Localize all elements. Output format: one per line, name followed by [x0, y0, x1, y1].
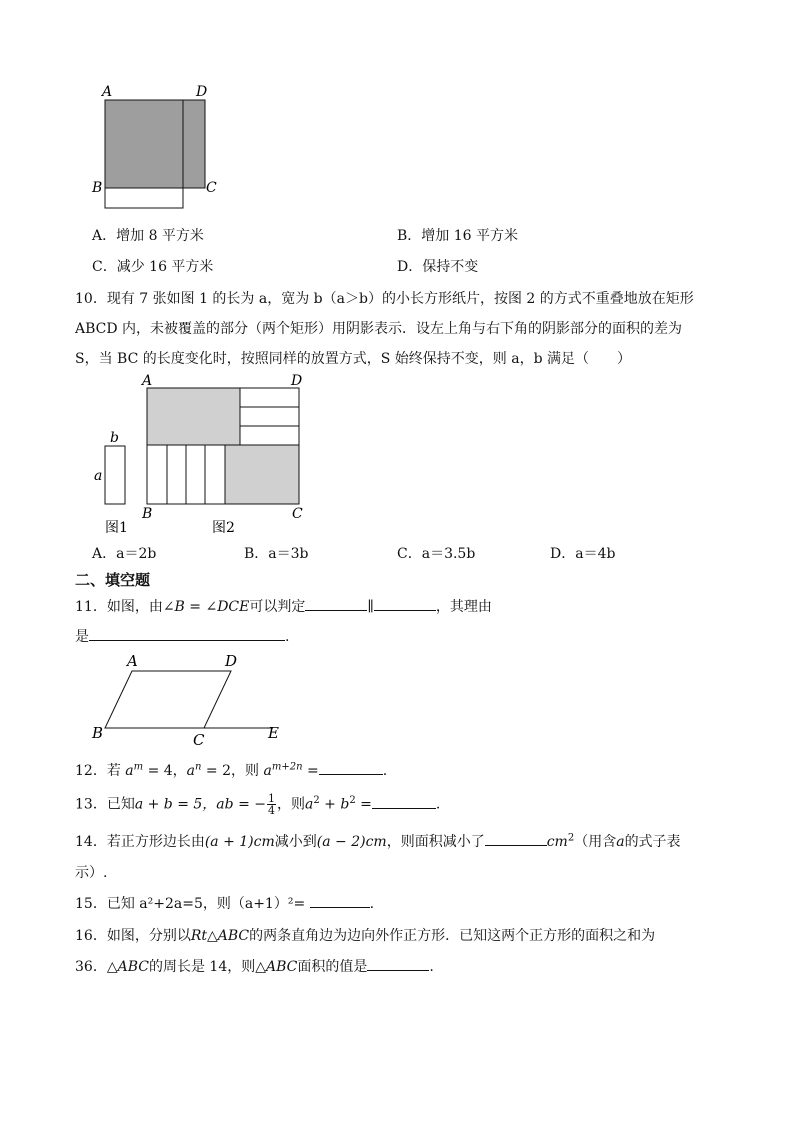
option-letter: C．	[92, 259, 117, 275]
var: a	[125, 763, 134, 779]
var: a	[186, 763, 196, 779]
formula: △ABC	[255, 959, 298, 975]
option-letter: D．	[550, 546, 576, 562]
figure-q10	[85, 372, 320, 537]
label-A: A	[102, 84, 113, 100]
answer-blank[interactable]	[367, 956, 429, 971]
exponent: m	[133, 761, 144, 773]
var: a	[616, 834, 625, 850]
text: （用含	[574, 834, 617, 850]
q10-line2: ABCD 内，未被覆盖的部分（两个矩形）用阴影表示．设左上角与右下角的阴影部分的面积的差为	[75, 321, 683, 337]
label-a: a	[94, 468, 103, 484]
answer-blank[interactable]	[305, 596, 367, 611]
q9-option-d	[397, 256, 478, 276]
text: ，则	[276, 796, 305, 813]
q13-line	[75, 793, 440, 816]
q11-line2	[75, 626, 289, 646]
formula: ∠B = ∠DCE	[162, 599, 250, 615]
figure-q9	[85, 80, 235, 215]
label-B: B	[92, 180, 103, 196]
label-B: B	[142, 506, 153, 522]
text: 13．已知	[75, 796, 135, 813]
answer-blank[interactable]	[89, 626, 285, 641]
text: .	[285, 629, 290, 645]
text: 可以判定	[249, 599, 306, 615]
text: =	[302, 763, 319, 779]
text: 的周长是 14，则	[148, 959, 256, 975]
answer-blank[interactable]	[310, 893, 370, 908]
option-letter: B．	[244, 546, 269, 562]
q9-option-a	[92, 225, 204, 245]
option-text: 增加 16 平方米	[421, 228, 519, 244]
q15-line	[75, 893, 374, 913]
q10-option-a	[92, 543, 156, 563]
text: = 4，	[143, 763, 187, 779]
label-D: D	[196, 84, 208, 100]
text: 的两条直角边为边向外作正方形．已知这两个正方形的面积之和为	[249, 928, 656, 944]
caption-fig2: 图2	[212, 520, 235, 536]
denominator: 4	[267, 804, 275, 817]
figure-q11	[85, 650, 315, 750]
label-A: A	[142, 373, 153, 389]
option-text: 增加 8 平方米	[116, 228, 204, 244]
option-letter: D．	[397, 259, 423, 275]
label-E: E	[268, 724, 279, 742]
text: = 2，则	[201, 763, 260, 779]
text: 11．如图，由	[75, 599, 163, 615]
q11-line1	[75, 596, 492, 616]
exponent: 2	[567, 832, 575, 844]
option-text: 减少 16 平方米	[116, 259, 214, 275]
numerator: 1	[267, 792, 275, 805]
q14-line1	[75, 831, 681, 851]
text: .	[429, 959, 434, 975]
text: 的式子表	[624, 834, 681, 850]
q10-option-d	[550, 543, 615, 563]
option-letter: A．	[92, 546, 117, 562]
q16-line2	[75, 956, 434, 976]
text: ，其理由	[435, 599, 492, 615]
formula: (a + 1)cm	[204, 834, 275, 850]
answer-blank[interactable]	[374, 596, 436, 611]
exponent: 2	[313, 794, 320, 806]
q10-option-c	[397, 543, 475, 563]
exponent: n	[195, 761, 202, 773]
text: .	[435, 796, 441, 813]
text: 16．如图，分别以	[75, 928, 191, 944]
label-C: C	[193, 731, 205, 749]
option-text: a＝3.5b	[421, 546, 476, 562]
label-C: C	[206, 180, 217, 196]
var: a	[304, 796, 314, 813]
option-text: 保持不变	[422, 259, 479, 275]
label-A: A	[127, 652, 138, 670]
q9-option-b	[397, 225, 518, 245]
text: 面积的值是	[297, 959, 368, 975]
answer-blank[interactable]	[372, 794, 436, 809]
text: ，则面积减小了	[386, 834, 485, 850]
text: 12．若	[75, 763, 121, 779]
answer-blank[interactable]	[485, 831, 547, 846]
text: 是	[75, 629, 89, 645]
q9-option-c	[92, 256, 213, 276]
q10-line1: 10．现有 7 张如图 1 的长为 a，宽为 b（a＞b）的小长方形纸片，按图 2 的方式不重叠地放在矩形	[75, 291, 694, 307]
q14-line2: 示）.	[75, 865, 108, 881]
label-b: b	[110, 430, 119, 446]
q10-line3: S，当 BC 的长度变化时，按照同样的放置方式，S 始终保持不变，则 a，b 满足（ ）	[75, 351, 631, 367]
q12-line	[75, 760, 387, 780]
label-C: C	[292, 506, 303, 522]
text: =	[355, 796, 372, 813]
label-B: B	[92, 724, 104, 742]
text: 36．	[75, 959, 107, 975]
formula: (a − 2)cm	[316, 834, 387, 850]
caption-fig1: 图1	[105, 520, 128, 536]
fraction	[267, 793, 276, 816]
q10-option-b	[244, 543, 309, 563]
option-text: a＝2b	[116, 546, 157, 562]
parallel-symbol: ∥	[367, 599, 374, 615]
formula: a + b = 5，ab = −	[134, 796, 266, 813]
exponent: m+2n	[271, 761, 303, 773]
answer-blank[interactable]	[319, 760, 383, 775]
text: 15．已知 a²+2a=5，则（a+1）²=	[75, 896, 310, 912]
label-D: D	[225, 652, 238, 670]
option-text: a＝4b	[575, 546, 616, 562]
exponent: 2	[349, 794, 356, 806]
formula: △ABC	[106, 959, 149, 975]
option-letter: C．	[397, 546, 422, 562]
text: 减小到	[274, 834, 317, 850]
option-letter: A．	[92, 228, 117, 244]
text: .	[369, 896, 375, 912]
formula: Rt△ABC	[190, 928, 250, 944]
option-text: a＝3b	[268, 546, 309, 562]
unit: cm	[546, 834, 568, 850]
formula: + b	[319, 796, 350, 813]
option-letter: B．	[397, 228, 422, 244]
label-D: D	[291, 373, 303, 389]
section-heading: 二、填空题	[75, 571, 151, 589]
text: 14．若正方形边长由	[75, 834, 205, 850]
var: a	[263, 763, 272, 779]
q16-line1	[75, 925, 655, 945]
text: .	[382, 763, 388, 779]
